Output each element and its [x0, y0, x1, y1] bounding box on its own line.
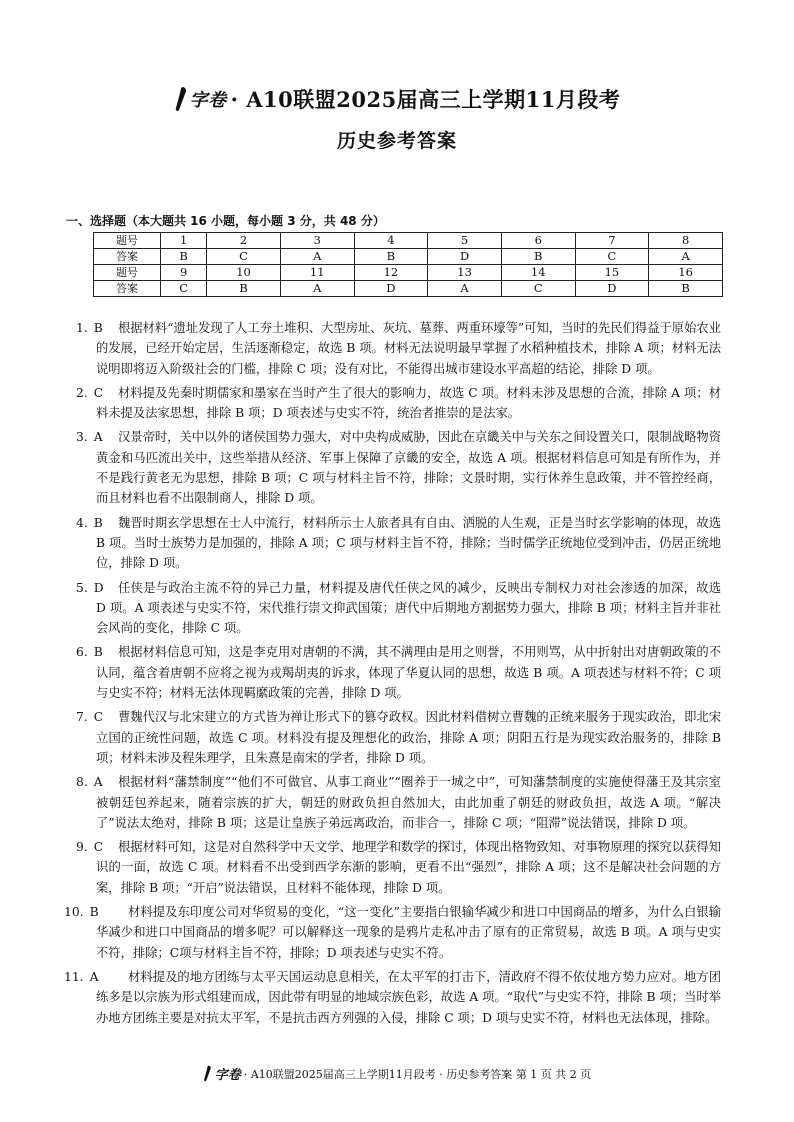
table-cell: 1	[161, 233, 207, 249]
list-item	[76, 707, 721, 768]
explanation-list	[64, 318, 721, 1032]
table-cell: A	[649, 249, 723, 265]
question-answer: C	[93, 840, 104, 855]
explanation-text: 材料提及先秦时期儒家和墨家在当时产生了很大的影响力，故选 C 项。材料未涉及思想的合流，排除 A 项；材料未提及法家思想，排除 B 项；D 项表述与史实不符，统治者推崇的是法家。	[96, 385, 721, 421]
table-cell: 5	[428, 233, 502, 249]
table-cell: 8	[649, 233, 723, 249]
table-cell: 15	[575, 265, 649, 281]
table-cell: A	[280, 249, 354, 265]
question-answer: A	[93, 775, 103, 790]
list-item	[76, 837, 721, 898]
explanation-text: 任侠是与政治主流不符的异己力量，材料提及唐代任侠之风的减少，反映出专制权力对社会渗透的加深，故选 D 项。A 项表述与史实不符，宋代推行崇文抑武国策；唐代中后期地方割据势力强大，排除 B 项；材料主旨并非社会风尚的变化，排除 C 项。	[96, 580, 721, 636]
table-cell: B	[501, 249, 575, 265]
table-cell: 13	[428, 265, 502, 281]
table-cell: C	[501, 281, 575, 297]
list-item	[76, 642, 721, 703]
table-cell: 3	[280, 233, 354, 249]
explanation-text: 根据材料可知，这是对自然科学中天文学、地理学和数学的探讨，体现出格物致知、对事物原理的探究以获得知识的一面，故选 C 项。材料看不出受到西学东渐的影响，更看不出“强烈”，排除 A 项；这不是解决社会问题的方案，排除 B 项；“开启”说法错误，且材料不能体现，排除 D 项。	[96, 840, 721, 895]
brand-logo-text: 字卷	[189, 90, 227, 111]
question-number: 7.	[76, 710, 88, 725]
list-item	[76, 513, 721, 574]
header	[0, 84, 794, 153]
explanation-text: 根据材料“藩禁制度”“他们不可做官、从事工商业”“圈养于一城之中”，可知藩禁制度的实施使得藩王及其宗室被朝廷包养起来，随着宗族的扩大，朝廷的财政负担自然加大，由此加重了朝廷的财政负担，故选 A 项。“解决了”说法太绝对，排除 B 项；这是让皇族子弟远离政治，而非合一，排除 C 项；“阻滞”说法错误，排除 D 项。	[96, 775, 721, 830]
question-answer: A	[89, 969, 99, 984]
table-cell: D	[428, 249, 502, 265]
question-answer: A	[93, 430, 103, 445]
list-item	[76, 578, 721, 639]
table-cell: C	[575, 249, 649, 265]
question-number: 5.	[76, 580, 88, 595]
explanation-text: 汉景帝时，关中以外的诸侯国势力强大，对中央构成威胁，因此在京畿关中与关东之间设置关口，限制战略物资黄金和马匹流出关中，这些举措从经济、军事上保障了京畿的安全，故选 A 项。根据材料信息可知是有所作为，并不是践行黄老无为思想，排除 B 项；C 项与材料主旨不符，排除；文景时期，实行休养生息政策，并不管控经商，而且材料也看不出限制商人，排除 D 项。	[96, 430, 721, 506]
list-item	[76, 383, 721, 424]
question-number: 10.	[64, 905, 84, 920]
table-cell: A	[428, 281, 502, 297]
table-cell: 10	[207, 265, 281, 281]
footer-logo-text: 字卷	[214, 1068, 241, 1083]
list-item	[64, 967, 721, 1028]
section-heading: 一、选择题（本大题共 16 小题，每小题 3 分，共 48 分）	[66, 214, 385, 228]
table-cell: C	[207, 249, 281, 265]
table-cell: 16	[649, 265, 723, 281]
table-cell: B	[161, 249, 207, 265]
question-answer: B	[93, 645, 103, 660]
table-row-numbers-2	[94, 265, 723, 281]
question-number: 9.	[76, 840, 88, 855]
list-item	[76, 427, 721, 508]
explanation-text: 根据材料信息可知，这是李克用对唐朝的不满，其不满理由是用之则誉，不用则骂，从中折射出对唐朝政策的不认同，蕴含着唐朝不应将之视为戎羯胡夷的诉求，体现了华夏认同的思想，故选 B 项。A 项表述与材料不符；C 项与史实不符；材料无法体现羁縻政策的完善，排除 D 项。	[96, 645, 721, 701]
table-cell: D	[354, 281, 428, 297]
document-subtitle: 历史参考答案	[336, 130, 457, 152]
table-cell: A	[280, 281, 354, 297]
row-label: 题号	[94, 265, 161, 281]
table-cell: B	[354, 249, 428, 265]
explanation-text: 曹魏代汉与北宋建立的方式皆为禅让形式下的篡夺政权。因此材料借树立曹魏的正统来服务于现实政治，即北宋立国的正统性问题，故选 C 项。材料没有提及理想化的政治，排除 A 项；阴阳五行是为现实政治服务的，排除 B 项；材料未涉及程朱理学，且朱熹是南宋的学者，排除 D 项。	[96, 710, 721, 765]
table-row-numbers-1	[94, 233, 723, 249]
table-cell: B	[207, 281, 281, 297]
explanation-text: 材料提及东印度公司对华贸易的变化，“这一变化”主要指白银输华减少和进口中国商品的增多，为什么白银输华减少和进口中国商品的增多呢？可以解释这一现象的是鸦片走私冲击了原有的正常贸易，故选 B 项。A 项与史实不符，排除；C项与材料主旨不符，排除；D 项表述与史实不符。	[96, 905, 721, 960]
question-number: 1.	[76, 321, 88, 335]
question-number: 8.	[76, 775, 88, 790]
answer-table	[93, 232, 723, 297]
table-cell: 7	[575, 233, 649, 249]
table-cell: C	[161, 281, 207, 297]
row-label: 答案	[94, 281, 161, 297]
question-number: 3.	[76, 430, 88, 445]
footer-text: · A10联盟2025届高三上学期11月段考 · 历史参考答案 第 1 页 共 2 页	[243, 1067, 592, 1081]
question-number: 4.	[76, 515, 88, 530]
table-row-answers-1	[94, 249, 723, 265]
explanation-text: 材料提及的地方团练与太平天国运动息息相关，在太平军的打击下，清政府不得不依仗地方势力应对。地方团练多是以宗族为形式组建而成，因此带有明显的地域宗族色彩，故选 A 项。“取代”与史实不符，排除 B 项；当时举办地方团练主要是对抗太平军，不是抗击西方列强的入侵，排除 C 项；D 项与史实不符，材料也无法体现，排除。	[96, 969, 721, 1025]
list-item	[64, 902, 721, 963]
row-label: 题号	[94, 233, 161, 249]
list-item	[76, 318, 721, 379]
table-cell: D	[575, 281, 649, 297]
document-title	[174, 84, 621, 114]
brush-stroke-icon	[203, 1065, 212, 1082]
list-item	[76, 772, 721, 833]
question-number: 2.	[76, 385, 88, 400]
page-footer	[0, 1064, 794, 1085]
explanation-text: 根据材料“遗址发现了人工夯土堆积、大型房址、灰坑、墓葬、两重环壕等”可知，当时的先民们得益于原始农业的发展，已经开始定居，生活逐渐稳定，故选 B 项。材料无法说明最早掌握了水稻种植技术，排除 A 项；材料无法说明即将迈入阶级社会的门槛，排除 C 项；没有对比，不能得出城市建设水平高超的结论，排除 D 项。	[96, 321, 721, 376]
brush-stroke-icon	[174, 86, 188, 112]
brand-logo	[174, 86, 227, 112]
question-answer: D	[93, 580, 104, 595]
question-answer: B	[89, 905, 99, 920]
question-answer: B	[93, 515, 103, 530]
table-cell: 6	[501, 233, 575, 249]
table-row-answers-2	[94, 281, 723, 297]
table-cell: 2	[207, 233, 281, 249]
question-answer: B	[93, 321, 103, 335]
question-number: 11.	[64, 969, 84, 984]
row-label: 答案	[94, 249, 161, 265]
table-cell: 9	[161, 265, 207, 281]
table-cell: 14	[501, 265, 575, 281]
title-text: · A10联盟2025届高三上学期11月段考	[230, 87, 621, 112]
question-answer: C	[93, 710, 104, 725]
table-cell: 12	[354, 265, 428, 281]
table-cell: 11	[280, 265, 354, 281]
question-number: 6.	[76, 645, 88, 660]
explanation-text: 魏晋时期玄学思想在士人中流行，材料所示士人旅者具有自由、洒脱的人生观，正是当时玄学影响的体现，故选 B 项。当时士族势力是加强的，排除 A 项；C 项与材料主旨不符，排除；当时儒学正统地位受到冲击，仍居正统地位，排除 D 项。	[96, 515, 721, 571]
question-answer: C	[93, 385, 104, 400]
table-cell: 4	[354, 233, 428, 249]
table-cell: B	[649, 281, 723, 297]
